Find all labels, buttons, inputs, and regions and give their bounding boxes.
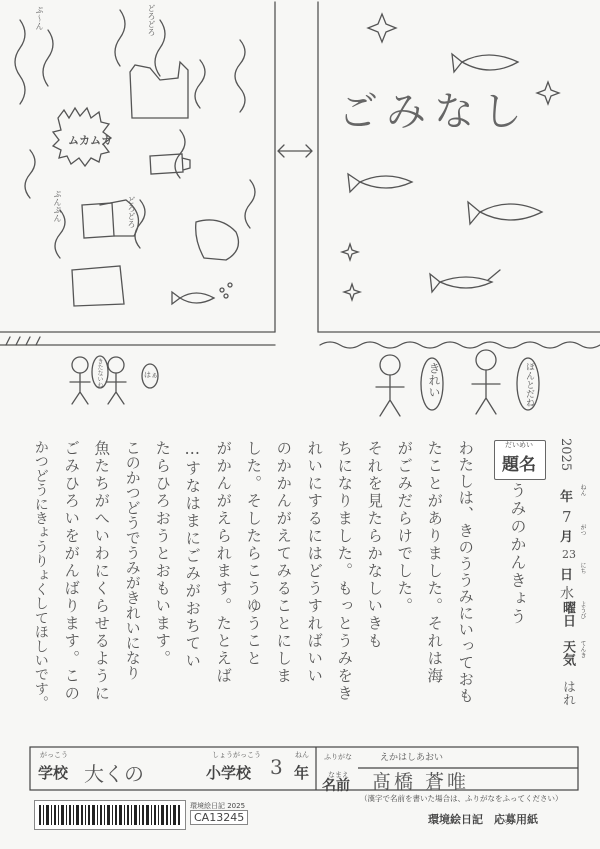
name-label: 名前 [322,778,350,794]
weekday-value: 水 [560,586,574,602]
title-text: うみのかんきょう [508,482,527,626]
barcode-bars [35,801,185,829]
stink-label-2: どろどろ [147,4,156,36]
essay-line: がごみだらけでした。 [395,440,414,615]
name-ruby: なまえ [328,771,349,779]
weekday-ruby: ようび [579,601,586,619]
weather-value: はれ [560,680,575,706]
year-label: 年 [560,490,574,505]
title-label: 題名 [502,455,536,475]
weather-label: 天気 [560,640,575,666]
name-value: 髙橋 蒼唯 [372,771,470,793]
clean-sea-title: ごみなし [338,89,530,135]
elem-ruby: しょうがっこう [212,751,261,759]
essay-line: たことがありました。それは海 [425,440,444,685]
essay-line: …すなはまにごみがおちてい [183,440,202,670]
day-ruby: にち [579,562,586,574]
month-label: 月 [560,530,574,545]
furigana-value: えかはしあおい [380,753,444,763]
stink-label-4: どろどろ [127,196,136,228]
bubble-text-clean: きれい [427,362,441,398]
grade-value: 3 [270,755,283,779]
year-value: 2025 [558,438,573,472]
school-label: 学校 [38,764,69,782]
stink-label-3: ぷんぷん [53,190,62,222]
essay-line: のかかんがえてみることにしま [274,440,293,685]
furigana-note: （漢字で名前を書いた場合は、ふりがなをふってください） [360,794,563,803]
bubble-text-really: ほんとだね [524,362,534,407]
day-label: 日 [560,568,574,583]
angry-shout: ムカムカ [68,134,112,147]
stink-label-1: ぷ〜ん [35,6,44,30]
form-footer: 環境絵日記 応募用紙 [428,813,538,826]
essay-line: れいにするにはどうすればいい [305,440,324,685]
essay-line: がかんがえられます。たとえば [214,440,233,685]
bubble-text-sigh: はぁ [144,371,158,379]
elem-label: 小学校 [206,764,252,782]
weekday-label: 曜日 [560,601,575,627]
essay-line: たらひろおうとおもいます。 [153,440,172,668]
school-value: 大くの [84,762,144,786]
essay-line: ちになりました。もっとうみをき [335,440,354,703]
essay-line: わたしは、きのううみにいっておも [456,440,475,704]
barcode-label: 環境絵日記 2025 [190,802,246,810]
essay-line: した。そしたらこうゆうこと [244,440,263,668]
barcode [34,800,186,830]
furigana-label: ふりがな [324,753,352,761]
essay-line: ごみひろいをがんばります。この [62,440,81,703]
school-ruby: がっこう [40,751,68,759]
title-ruby: だいめい [505,441,533,449]
month-ruby: がつ [579,524,586,536]
day-value: 23 [562,548,576,561]
essay-line: かつどうにきょうりょくしてほしいです。 [32,440,49,710]
bubble-text-dirty: きたないね [96,358,103,388]
grade-ruby: ねん [295,751,309,759]
barcode-id: CA13245 [190,810,248,825]
year-ruby: ねん [579,484,586,496]
weather-ruby: てんき [579,640,586,658]
grade-label: 年 [294,764,310,782]
essay-line: このかつどうでうみがきれいになり [123,440,142,680]
month-value: 7 [562,508,572,526]
essay-line: それを見たらかなしいきも [365,440,384,650]
essay-line: 魚たちがへいわにくらせるように [92,440,111,703]
